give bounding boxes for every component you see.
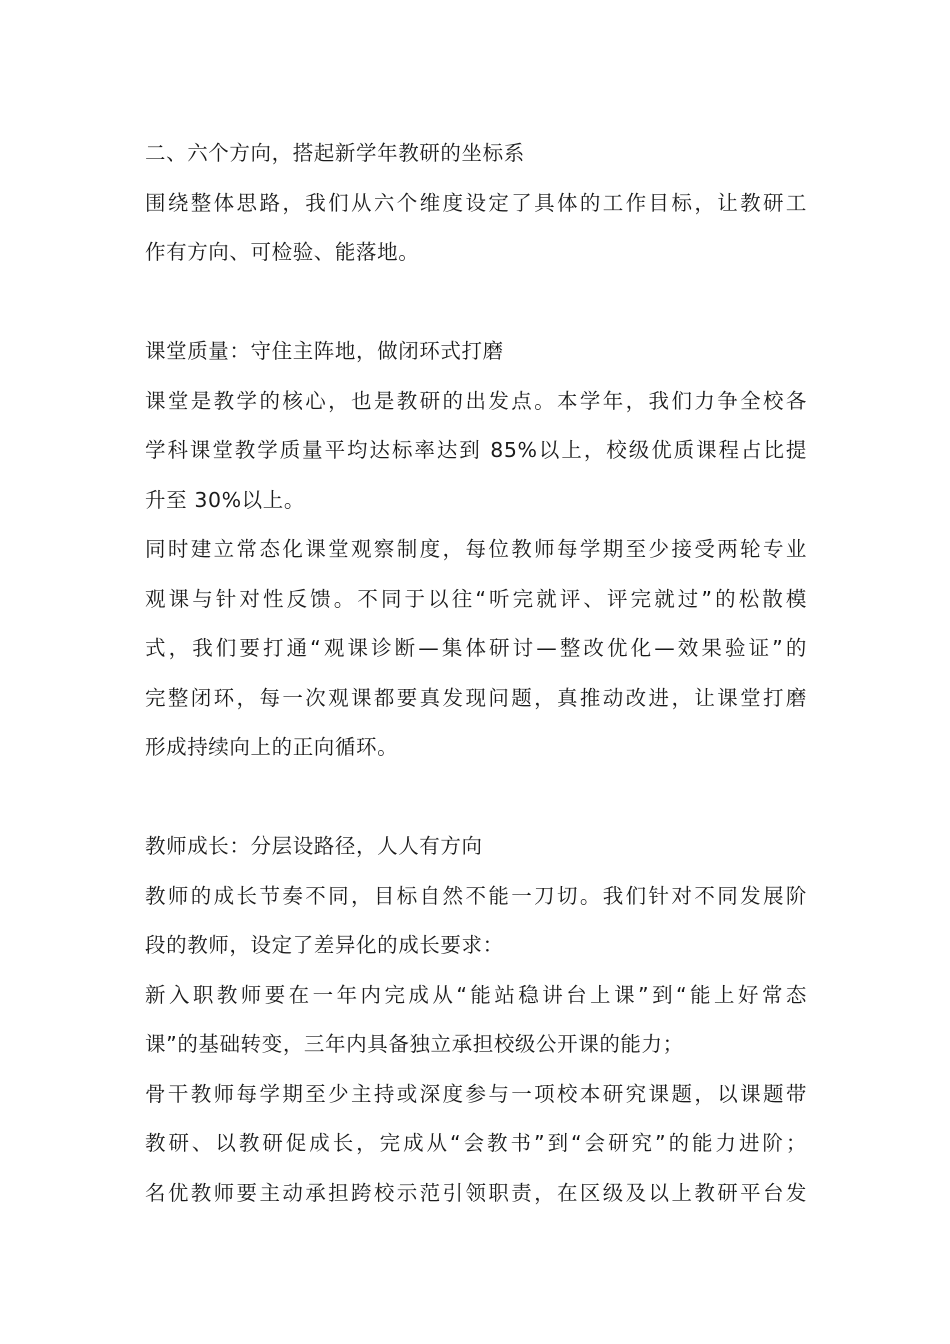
paragraph-line: 名优教师要主动承担跨校示范引领职责，在区级及以上教研平台发 (145, 1180, 807, 1205)
section-heading: 二、六个方向，搭起新学年教研的坐标系 (145, 141, 525, 165)
subsection-heading: 课堂质量：守住主阵地，做闭环式打磨 (145, 339, 504, 363)
paragraph-gap (145, 773, 807, 823)
paragraph-line: 课”的基础转变，三年内具备独立承担校级公开课的能力； (145, 1032, 684, 1056)
paragraph-line: 段的教师，设定了差异化的成长要求： (145, 933, 504, 957)
paragraph-line: 式，我们要打通“观课诊断—集体研讨—整改优化—效果验证”的 (145, 636, 807, 660)
paragraph-line: 形成持续向上的正向循环。 (145, 735, 399, 759)
subsection-heading: 教师成长：分层设路径，人人有方向 (145, 834, 483, 858)
paragraph-line: 同时建立常态化课堂观察制度，每位教师每学期至少接受两轮专业 (145, 537, 807, 561)
paragraph-line: 课堂是教学的核心，也是教研的出发点。本学年，我们力争全校各 (145, 388, 807, 413)
paragraph-line: 完整闭环，每一次观课都要真发现问题，真推动改进，让课堂打磨 (145, 685, 807, 710)
paragraph-line: 围绕整体思路，我们从六个维度设定了具体的工作目标，让教研工 (145, 190, 807, 215)
paragraph-line: 教研、以教研促成长，完成从“会教书”到“会研究”的能力进阶； (145, 1131, 807, 1155)
document-body (145, 129, 807, 1218)
paragraph-line: 新入职教师要在一年内完成从“能站稳讲台上课”到“能上好常态 (145, 982, 807, 1007)
paragraph-line: 观课与针对性反馈。不同于以往“听完就评、评完就过”的松散模 (145, 586, 807, 611)
paragraph-line: 骨干教师每学期至少主持或深度参与一项校本研究课题，以课题带 (145, 1081, 807, 1106)
paragraph-gap (145, 278, 807, 328)
paragraph-line: 学科课堂教学质量平均达标率达到 85%以上，校级优质课程占比提 (145, 438, 807, 462)
paragraph-line: 升至 30%以上。 (145, 487, 305, 512)
paragraph-line: 作有方向、可检验、能落地。 (145, 240, 420, 264)
paragraph-line: 教师的成长节奏不同，目标自然不能一刀切。我们针对不同发展阶 (145, 883, 807, 908)
